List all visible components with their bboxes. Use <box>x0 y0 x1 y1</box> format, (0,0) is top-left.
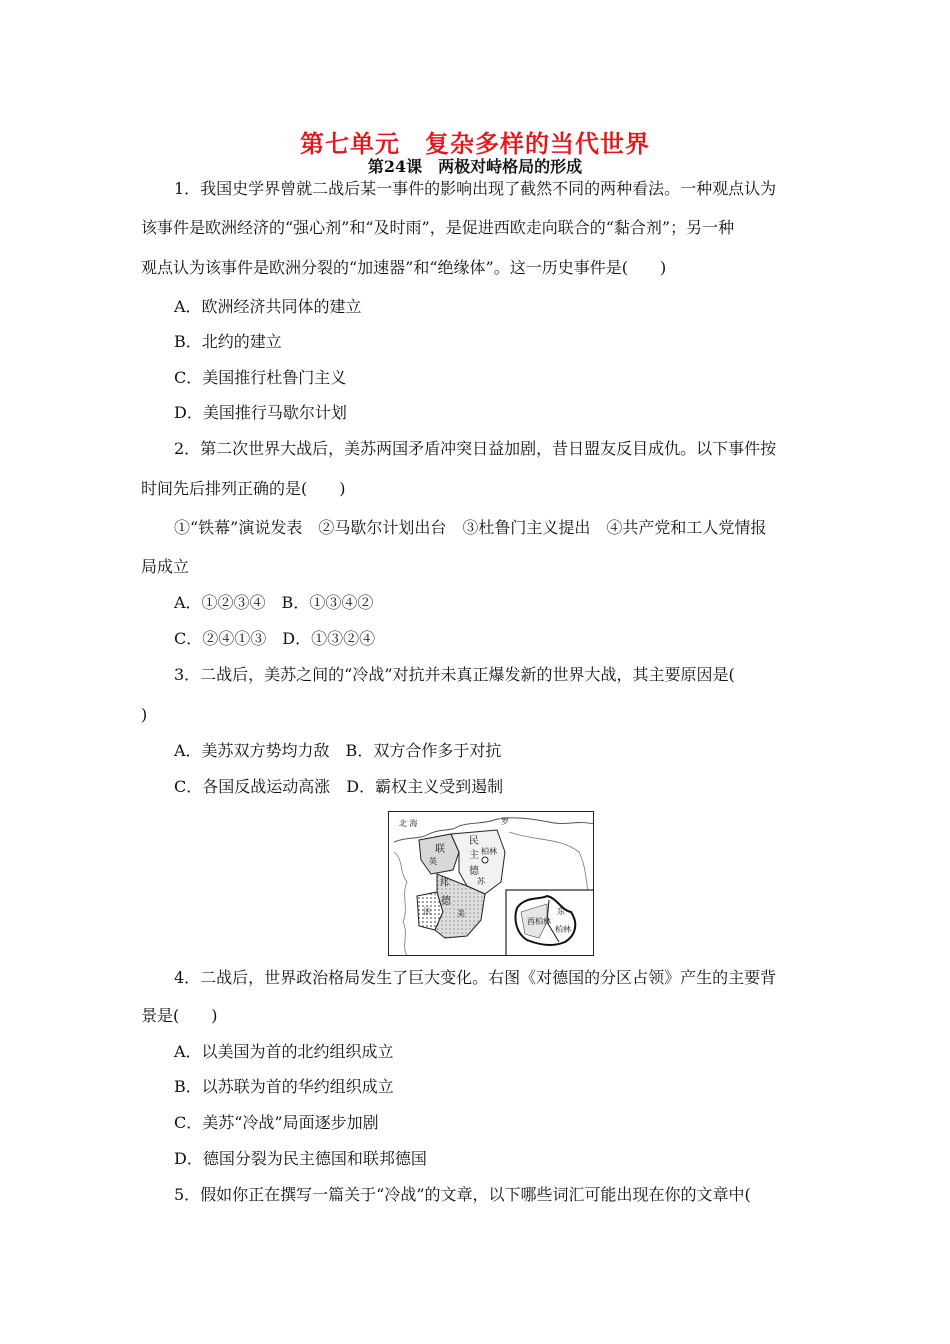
label-east: 东 <box>557 907 565 916</box>
q1-option-d: D．美国推行马歇尔计划 <box>174 403 347 422</box>
label-baltic: 罗 <box>501 817 509 826</box>
q1-option-b: B．北约的建立 <box>174 332 282 351</box>
label-north-sea: 北 海 <box>399 819 418 828</box>
label-fr-zone: 法 <box>423 907 431 916</box>
label-west-berlin: 西柏林 <box>527 917 551 926</box>
q1-stem-line3: 观点认为该事件是欧洲分裂的“加速器”和“绝缘体”。这一历史事件是( ) <box>141 258 667 277</box>
unit-title: 第七单元 复杂多样的当代世界 <box>300 129 650 158</box>
q2-options-ab: A．①②③④ B．①③④② <box>174 593 374 612</box>
q2-stem-line1: 2．第二次世界大战后，美苏两国矛盾冲突日益加剧，昔日盟友反目成仇。以下事件按 <box>174 439 777 458</box>
label-bang: 邦 <box>439 878 449 889</box>
q4-option-b: B．以苏联为首的华约组织成立 <box>174 1077 394 1096</box>
q3-options-cd: C．各国反战运动高涨 D．霸权主义受到遏制 <box>174 777 504 796</box>
q4-option-c: C．美苏“冷战”局面逐步加剧 <box>174 1113 379 1132</box>
berlin-marker <box>482 857 488 863</box>
q4-stem-line1: 4．二战后，世界政治格局发生了巨大变化。右图《对德国的分区占领》产生的主要背 <box>174 968 777 987</box>
q2-items-line2: 局成立 <box>141 557 190 576</box>
label-lian: 联 <box>435 844 445 855</box>
label-min: 民 <box>469 836 479 847</box>
q1-stem-line2: 该事件是欧洲经济的“强心剂”和“及时雨”，是促进西欧走向联合的“黏合剂”；另一种 <box>141 218 735 237</box>
q2-options-cd: C．②④①③ D．①③②④ <box>174 629 376 648</box>
label-zhu: 主 <box>469 850 479 861</box>
q2-items-line1: ①“铁幕”演说发表 ②马歇尔计划出台 ③杜鲁门主义提出 ④共产党和工人党情报 <box>174 518 767 537</box>
label-uk-zone: 英 <box>429 857 437 866</box>
q3-stem-line1: 3．二战后，美苏之间的“冷战”对抗并未真正爆发新的世界大战，其主要原因是( <box>174 665 735 684</box>
q3-stem-line2: ) <box>141 705 148 724</box>
label-us-zone: 美 <box>457 909 465 918</box>
q4-stem-line2: 景是( ) <box>141 1006 218 1025</box>
label-de: 德 <box>441 896 451 907</box>
label-de2: 德 <box>469 866 479 877</box>
q5-stem-line1: 5．假如你正在撰写一篇关于“冷战”的文章，以下哪些词汇可能出现在你的文章中( <box>174 1185 751 1204</box>
map-drawing <box>389 812 594 956</box>
q1-option-a: A．欧洲经济共同体的建立 <box>174 297 362 316</box>
q2-stem-line2: 时间先后排列正确的是( ) <box>141 479 346 498</box>
q1-option-c: C．美国推行杜鲁门主义 <box>174 368 347 387</box>
label-berlin: 柏林 <box>481 847 497 856</box>
q3-options-ab: A．美苏双方势均力敌 B．双方合作多于对抗 <box>174 741 502 760</box>
q1-stem-line1: 1．我国史学界曾就二战后某一事件的影响出现了截然不同的两种看法。一种观点认为 <box>174 179 777 198</box>
label-east-berlin: 柏林 <box>555 925 571 934</box>
neighbor-border-west <box>394 852 407 956</box>
q4-option-d: D．德国分裂为民主德国和联邦德国 <box>174 1149 427 1168</box>
germany-occupation-map <box>388 811 594 956</box>
q4-option-a: A．以美国为首的北约组织成立 <box>174 1042 394 1061</box>
lesson-title: 第24课 两极对峙格局的形成 <box>367 157 583 176</box>
label-soviet-zone: 苏 <box>477 877 485 886</box>
